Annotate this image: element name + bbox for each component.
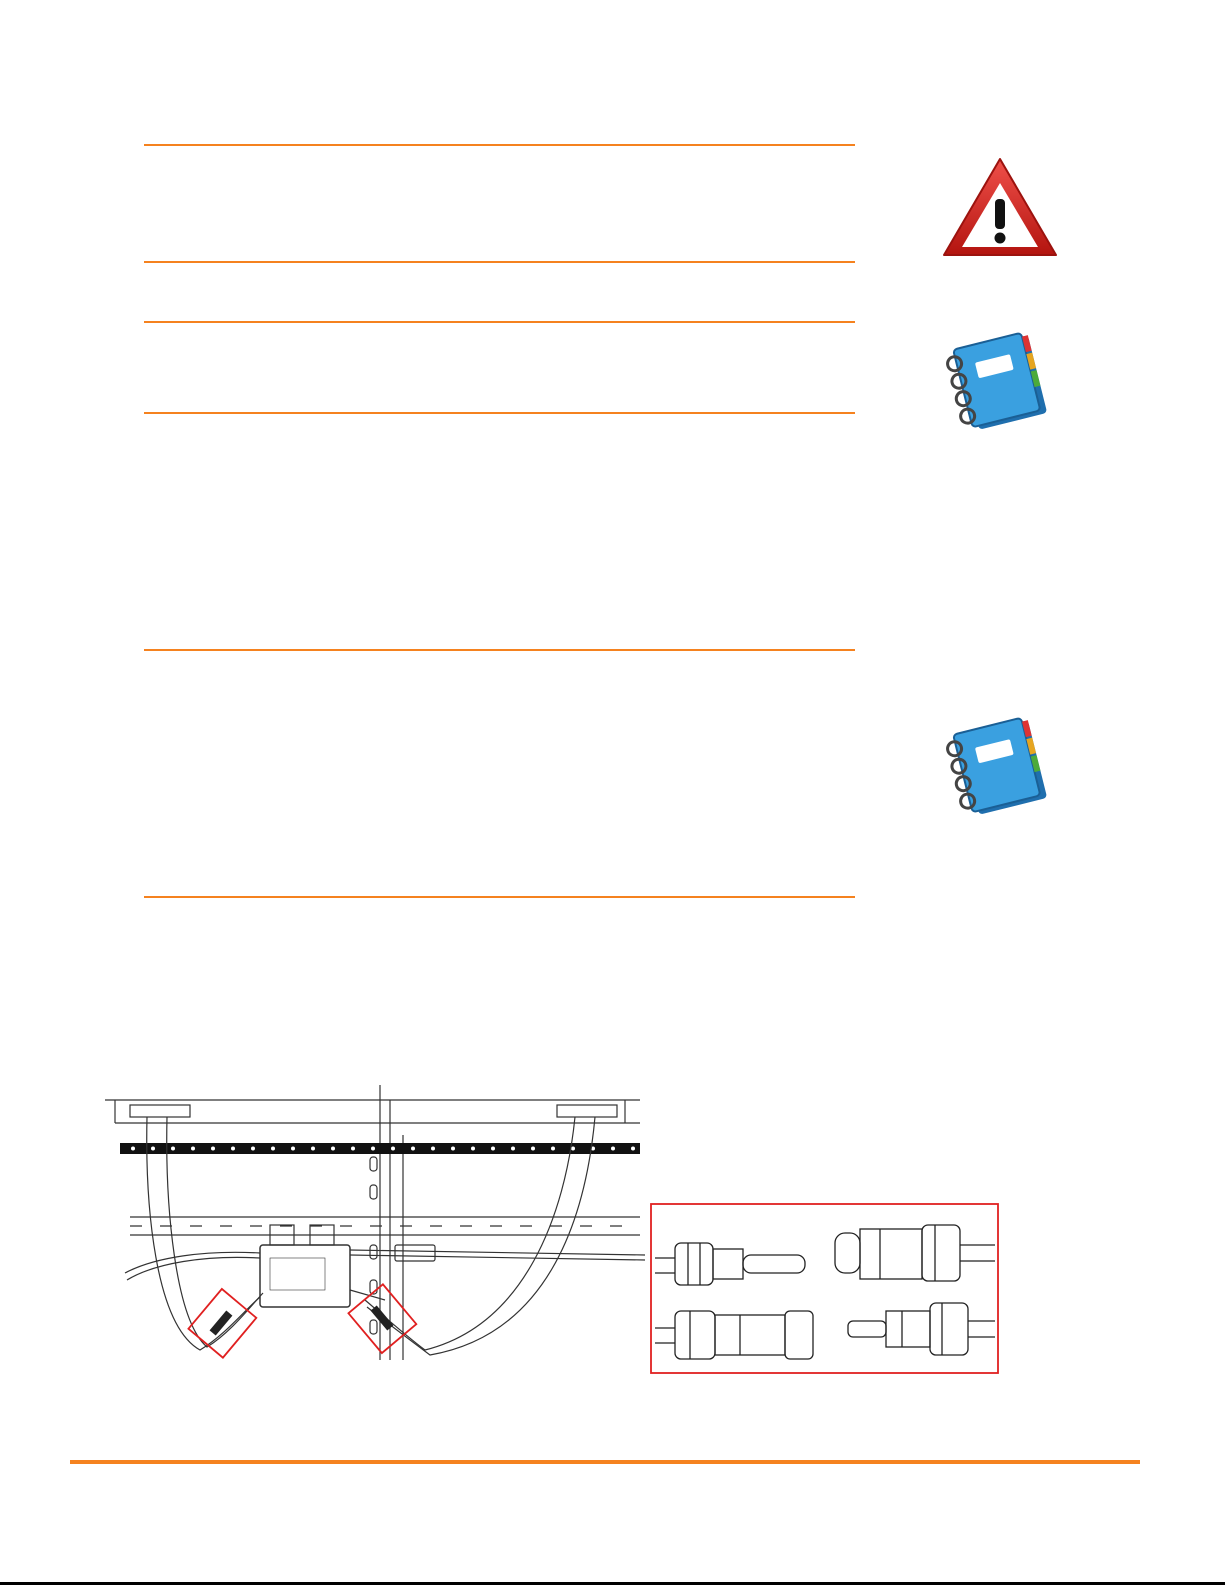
footer-divider [70,1460,1140,1464]
manual-book-icon [940,715,1055,817]
dc-connector-detail-diagram [650,1203,1000,1375]
section-divider [144,321,855,323]
warning-triangle-icon [940,155,1060,260]
section-divider [144,144,855,146]
section-divider [144,412,855,414]
manual-book-icon [940,330,1055,432]
microinverter-mounting-rail-diagram [105,1085,645,1360]
section-divider [144,261,855,263]
section-divider [144,649,855,651]
section-divider [144,896,855,898]
